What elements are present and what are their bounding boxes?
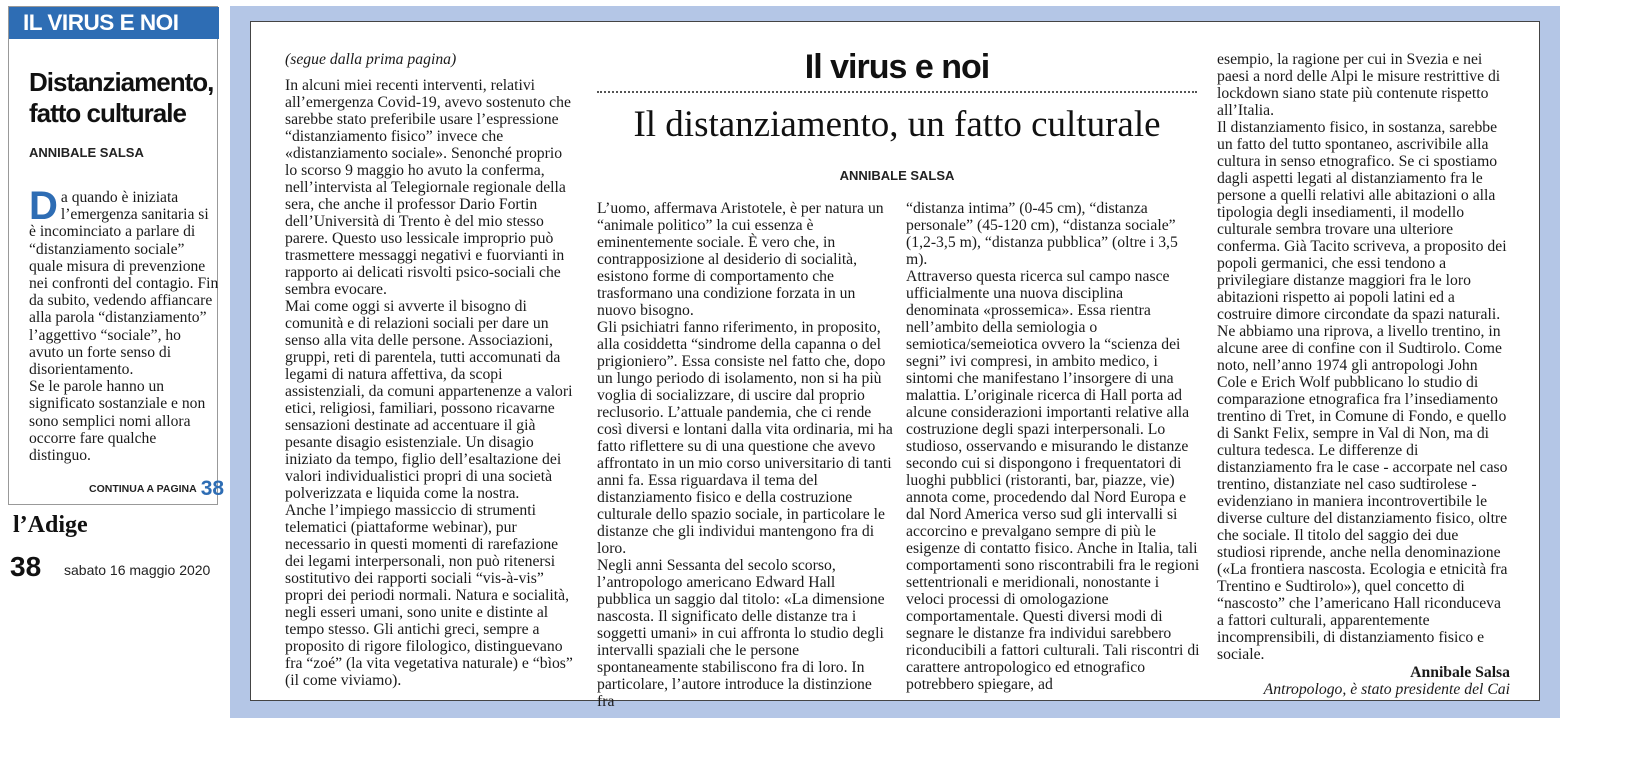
newspaper-name: l’Adige: [13, 512, 88, 538]
continued-from-note: (segue dalla prima pagina): [285, 51, 457, 68]
teaser-text: [29, 184, 219, 465]
kicker-divider: [597, 91, 1197, 93]
teaser-paragraph-1: [29, 184, 219, 379]
article-kicker: Il virus e noi: [804, 48, 990, 86]
page-date: sabato 16 maggio 2020: [64, 562, 211, 578]
paragraph: “distanza intima” (0-45 cm), “distanza personale” (45-120 cm), “distanza sociale” (1,2-3,5 m), “distanza pubblica” (oltre i 3,5 m).: [906, 200, 1178, 268]
paragraph: In alcuni miei recenti interventi, relativi all’emergenza Covid-19, avevo sostenuto che sarebbe stato preferibile usare l’espressione “distanziamento fisico” invece che «distanziamento sociale». Senonché proprio lo scorso 9 maggio ho avuto la conferma, nell’intervista al Telegiornale regionale della sera, che anche il professor Dario Fortin dell’Università di Trento è del mio stesso parere. Questo uso lessicale improprio può trasmettere messaggi negativi e fuorvianti in rapporto ai delicati risvolti psico-sociali che sembra evocare.: [285, 77, 571, 298]
author-signature: Annibale Salsa: [1410, 664, 1510, 681]
article-column-4: [1217, 51, 1510, 698]
continue-on-page-link[interactable]: [89, 477, 224, 501]
article-column-2: [597, 200, 893, 710]
teaser-author: ANNIBALE SALSA: [29, 145, 144, 160]
section-label: IL VIRUS E NOI: [9, 7, 219, 39]
teaser-title: Distanziamento, fatto culturale: [29, 67, 214, 128]
paragraph: Anche l’impiego massiccio di strumenti telematici (piattaforme webinar), pur necessario in questi momenti di rarefazione dei legami interpersonali, non può ritenersi sostitutivo dei rapporti sociali “vis-à-vis” propri dei periodi normali. Natura e socialità, negli esseri umani, sono unite e distinte al tempo stesso. Gli antichi greci, sempre a proposito di rigore filologico, distinguevano fra “zoé” (la vita vegetativa naturale) e “bìos” (il come viviamo).: [285, 502, 573, 689]
paragraph: L’uomo, affermava Aristotele, è per natura un “animale politico” la cui essenza è eminentemente sociale. È vero che, in contrapposizione al desiderio di socialità, esistono forme di comportamento che trasformano una condizione forzata in un nuovo bisogno.: [597, 200, 884, 319]
author-role: Antropologo, è stato presidente del Cai: [1263, 681, 1510, 698]
front-teaser-sidebar: [8, 6, 225, 752]
continue-page-number: 38: [200, 477, 225, 501]
article-frame: [230, 6, 1560, 718]
teaser-paragraph-2: Se le parole hanno un significato sostanziale e non sono semplici nomi allora occorre fare qualche distinguo.: [29, 378, 206, 465]
dropcap: D: [29, 184, 58, 228]
paragraph: Mai come oggi si avverte il bisogno di comunità e di relazioni sociali per dare un senso alla vita delle persone. Associazioni, gruppi, reti di parentela, tutti accomunati da legami di natura affettiva, da scopi assistenziali, da comuni appartenenze a valori etici, religiosi, familiari, possono ricavarne sensazioni destinate ad accentuare il già pesante disagio esistenziale. Un disagio iniziato da tempo, figlio dell’esaltazione dei valori individualistici propri di una società polverizzata e liquida come la nostra.: [285, 298, 573, 502]
paragraph: Il distanziamento fisico, in sostanza, sarebbe un fatto del tutto spontaneo, ascrivibile alla cultura in senso etnografico. Se ci spostiamo dagli aspetti legati al distanziamento fra le persone a quelli relativi alle abitazioni o alla tipologia degli insediamenti, il modello culturale sembra trovare una ulteriore conferma. Già Tacito scriveva, a proposito dei popoli germanici, che essi tendono a privilegiare distanze maggiori fra le loro abitazioni rispetto ai popoli latini ed a costruire dimore circondate da spazi naturali.: [1217, 119, 1507, 323]
page-number: 38: [10, 551, 42, 582]
article-column-3: [906, 200, 1200, 693]
article-column-1: [285, 51, 575, 689]
article-body: [250, 21, 1540, 710]
article-headline: Il distanziamento, un fatto culturale: [633, 104, 1161, 145]
paragraph: esempio, la ragione per cui in Svezia e nei paesi a nord delle Alpi le misure restrittive di lockdown siano state più contenute rispetto all’Italia.: [1217, 51, 1501, 119]
paragraph: Attraverso questa ricerca sul campo nasce ufficialmente una nuova disciplina denominata «prossemica». Essa rientra nell’ambito della semiologia o semiotica/semeiotica ovvero la “scienza dei segni” ivi compresi, in ambito medico, i sintomi che manifestano l’insorgere di una malattia. L’originale ricerca di Hall porta ad alcune considerazioni importanti relative alla costruzione degli spazi interpersonali. Lo studioso, osservando e misurando le distanze secondo cui si dispongono i frequentatori di luoghi pubblici (ristoranti, bar, piazze, vie) annota come, procedendo dal Nord Europa e dal Nord America verso sud gli intervalli si accorcino e prevalgano sempre di più le esigenze di contatto fisico. Anche in Italia, tali comportamenti sono riscontrabili fra le regioni settentrionali e meridionali, nonostante i veloci processi di omologazione comportamentale. Questi diversi modi di segnare le distanze fra individui sarebbero riconducibili a fattori culturali. Tali riscontri di carattere antropologico ed etnografico potrebbero spiegare, ad: [906, 268, 1200, 693]
paragraph: Ne abbiamo una riprova, a livello trentino, in alcune aree di confine con il Sudtirolo. Come noto, nell’anno 1974 gli antropologi John Cole e Erich Wolf pubblicano lo studio di comparazione etnografica fra l’insediamento trentino di Tret, in Comune di Fondo, e quello di Sankt Felix, sempre in Val di Non, ma di cultura tedesca. Le differenze di distanziamento fra le case - accorpate nel caso trentino, distanziate nel caso sudtirolese - evidenziano in maniera incontrovertibile le diverse culture del distanziamento fisico, oltre che sociale. Il titolo del saggio dei due studiosi riprende, anche nella denominazione («La frontiera nascosta. Ecologia e etnicità fra Trentino e Sudtirolo»), quel concetto di “nascosto” che l’americano Hall riconduceva a fattori culturali, apparentemente incomprensibili, di distanziamento fisico e sociale.: [1217, 323, 1508, 663]
continue-label: CONTINUA A PAGINA: [89, 483, 197, 495]
article-byline: ANNIBALE SALSA: [839, 168, 955, 183]
teaser-paragraph-1-text: a quando è iniziata l’emergenza sanitaria si è incominciato a parlare di “distanziamento sociale” quale misura di prevenzione nei confronti del contagio. Fin da subito, vedendo affiancare alla parola “distanziamento” l’aggettivo “sociale”, ho avuto un forte senso di disorientamento.: [29, 189, 219, 379]
teaser-box: [8, 6, 225, 505]
paragraph: Gli psichiatri fanno riferimento, in proposito, alla cosiddetta “sindrome della capanna o del prigioniero”. Essa consiste nel fatto che, dopo un lungo periodo di isolamento, non si ha più voglia di socializzare, di uscire dal proprio reclusorio. L’attuale pandemia, che ci rende così diversi e lontani dalla vita ordinaria, mi ha fatto riflettere su di una questione che avevo affrontato in un mio corso universitario di tanti anni fa. Essa riguardava il tema del distanziamento fisico e della costruzione culturale dello spazio sociale, in particolare le distanze che gli individui mantengono fra di loro.: [597, 319, 893, 557]
paragraph: Negli anni Sessanta del secolo scorso, l’antropologo americano Edward Hall pubblica un saggio dal titolo: «La dimensione nascosta. Il significato delle distanze tra i soggetti umani» in cui affronta lo studio degli intervalli spaziali che le persone spontaneamente stabiliscono fra di loro. In particolare, l’autore introduce la distinzione fra: [597, 557, 885, 710]
